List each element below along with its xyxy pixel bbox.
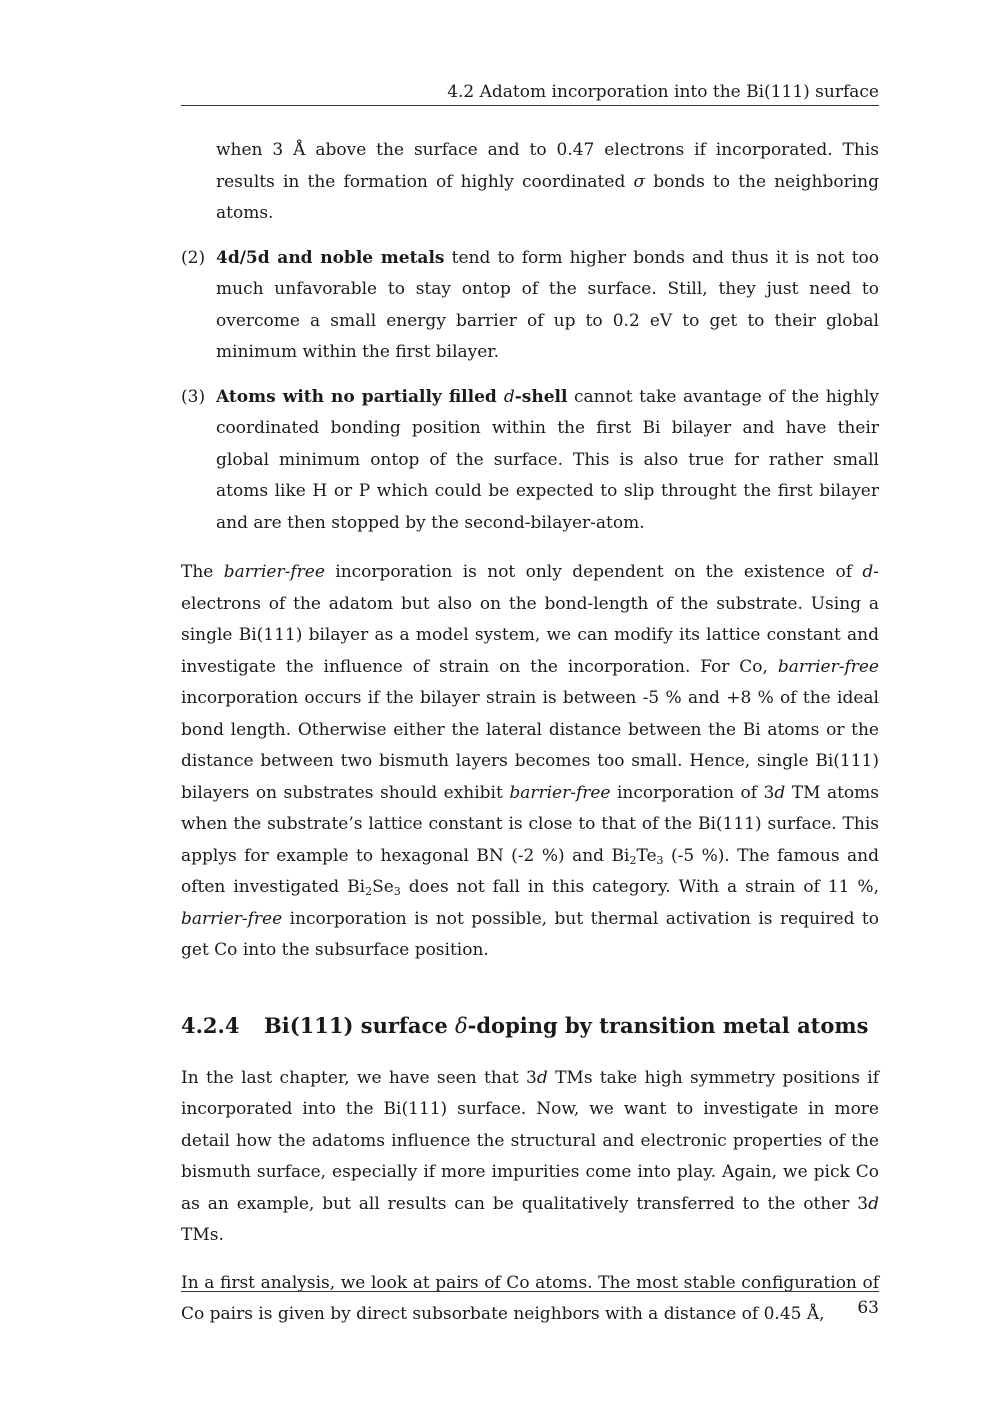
- running-header: [181, 80, 879, 106]
- page-number: 63: [857, 1298, 879, 1318]
- section-heading: [181, 1011, 879, 1041]
- header-title: 4.2 Adatom incorporation into the Bi(111) surface: [447, 82, 879, 102]
- list-item-number: (3): [181, 386, 206, 407]
- section-title: Bi(111) surface δ-doping by transition metal atoms: [264, 1012, 869, 1038]
- paragraph-pairs: In a first analysis, we look at pairs of Co atoms. The most stable configuration of Co pairs is given by direct subsorbate neighbors with a distance of 0.45 Å,: [181, 1272, 879, 1324]
- page-footer: [181, 1291, 879, 1318]
- paragraph-intro: In the last chapter, we have seen that 3d TMs take high symmetry positions if incorporated into the Bi(111) surface. Now, we want to investigate in more detail how the adatoms influence the structural and electronic properties of the bismuth surface, especially if more impurities come into play. Again, we pick Co as an example, but all results can be qualitatively transferred to the other 3d TMs.: [181, 1067, 880, 1245]
- list-item-3: (3) Atoms with no partially filled d-shell cannot take avantage of the highly coordinated bonding position within the first Bi bilayer and have their global minimum ontop of the surface. This is also true for rather small atoms like H or P which could be expected to slip throught the first bilayer and are then stopped by the second-bilayer-atom.: [216, 382, 879, 540]
- section-number: 4.2.4: [181, 1012, 240, 1038]
- list-item-continuation: when 3 Å above the surface and to 0.47 electrons if incorporated. This results in the formation of highly coordinated σ bonds to the neighboring atoms.: [216, 140, 879, 223]
- list-item-2: (2) 4d/5d and noble metals tend to form higher bonds and thus it is not too much unfavorable to stay ontop of the surface. Still, they just need to overcome a small energy barrier of up to 0.2 eV to get to their global minimum within the first bilayer.: [216, 243, 879, 369]
- page-body: [181, 135, 879, 1331]
- paragraph-strain: The barrier-free incorporation is not only dependent on the existence of d-electrons of the adatom but also on the bond-length of the substrate. Using a single Bi(111) bilayer as a model system, we can modify its lattice constant and investigate the influence of strain on the incorporation. For Co, barrier-free incorporation occurs if the bilayer strain is between -5 % and +8 % of the ideal bond length. Otherwise either the lateral distance between the Bi atoms or the distance between two bismuth layers becomes too small. Hence, single Bi(111) bilayers on substrates should exhibit barrier-free incorporation of 3d TM atoms when the substrate’s lattice constant is close to that of the Bi(111) surface. This applys for example to hexagonal BN (-2 %) and $Bi_2Te_3$ (-5 %). The famous and often investigated $Bi_2Se_3$ does not fall in this category. With a strain of 11 %, barrier-free incorporation is not possible, but thermal activation is required to get Co into the subsurface position.: [181, 562, 880, 960]
- list-item-number: (2): [181, 247, 206, 268]
